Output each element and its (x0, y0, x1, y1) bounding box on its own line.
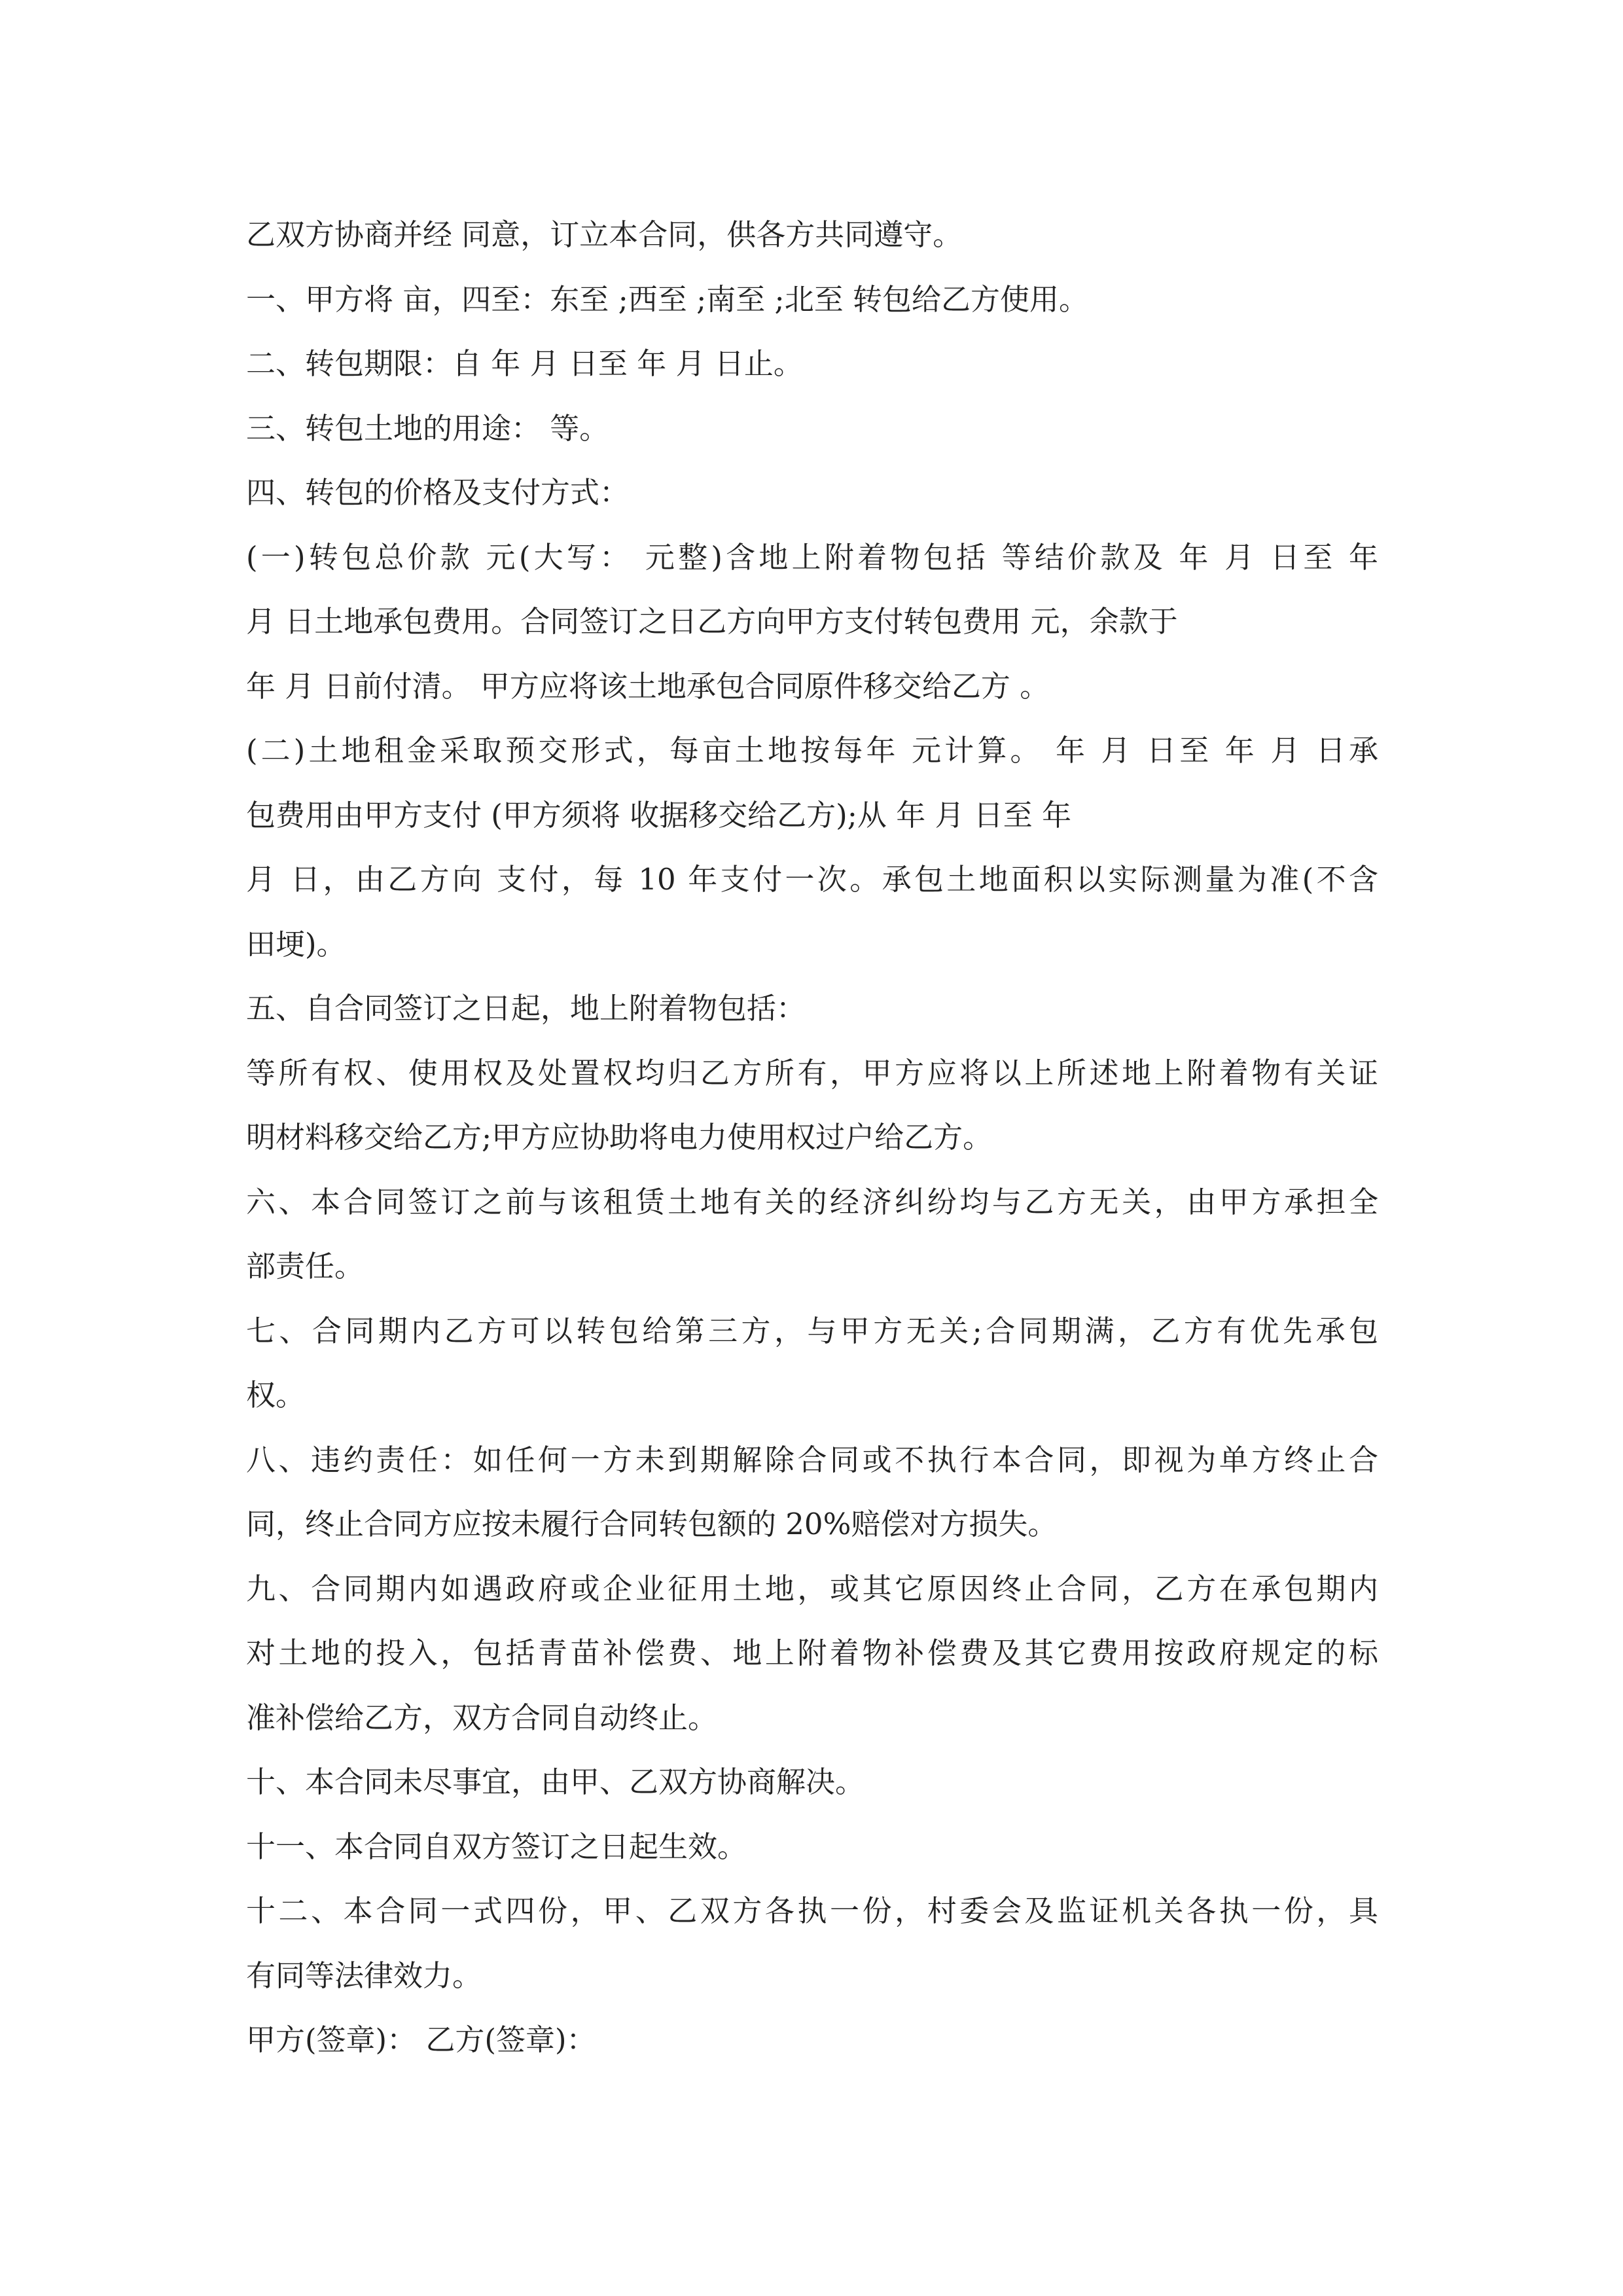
text-line-13: 五、自合同签订之日起，地上附着物包括： (246, 991, 806, 1026)
text-line-12: 田埂)。 (246, 926, 346, 961)
text-line-8: 年 月 日前付清。 甲方应将该土地承包合同原件移交给乙方 。 (246, 668, 1050, 704)
text-line-26: 十一、本合同自双方签订之日起生效。 (246, 1829, 747, 1864)
contract-body (246, 203, 1378, 2073)
text-line-10: 包费用由甲方支付 (甲方须将 收据移交给乙方);从 年 月 日至 年 (246, 797, 1072, 833)
text-line-16: 六、本合同签订之前与该租赁土地有关的经济纠纷均与乙方无关，由甲方承担全 (246, 1184, 1378, 1219)
text-line-28: 有同等法律效力。 (246, 1958, 482, 1993)
text-line-4: 三、转包土地的用途： 等。 (246, 410, 609, 446)
text-line-11: 月 日，由乙方向 支付，每 10 年支付一次。承包土地面积以实际测量为准(不含 (246, 862, 1378, 897)
signature-line: 甲方(签章)： 乙方(签章)： (246, 2022, 596, 2057)
text-line-9: (二)土地租金采取预交形式，每亩土地按每年 元计算。 年 月 日至 年 月 日承 (246, 733, 1378, 768)
text-line-22: 九、合同期内如遇政府或企业征用土地，或其它原因终止合同，乙方在承包期内 (246, 1571, 1378, 1606)
text-line-27: 十二、本合同一式四份，甲、乙双方各执一份，村委会及监证机关各执一份，具 (246, 1893, 1378, 1928)
text-line-3: 二、转包期限：自 年 月 日至 年 月 日止。 (246, 346, 803, 381)
text-line-18: 七、合同期内乙方可以转包给第三方，与甲方无关;合同期满，乙方有优先承包 (246, 1313, 1378, 1348)
text-line-7: 月 日土地承包费用。合同签订之日乙方向甲方支付转包费用 元，余款于 (246, 604, 1178, 639)
text-line-5: 四、转包的价格及支付方式： (246, 475, 630, 510)
text-line-19: 权。 (246, 1378, 306, 1412)
text-line-25: 十、本合同未尽事宜，由甲、乙双方协商解决。 (246, 1765, 865, 1799)
text-line-24: 准补偿给乙方，双方合同自动终止。 (246, 1700, 718, 1735)
text-line-21: 同，终止合同方应按未履行合同转包额的 20%赔偿对方损失。 (246, 1507, 1058, 1541)
text-line-15: 明材料移交给乙方;甲方应协助将电力使用权过户给乙方。 (246, 1120, 993, 1155)
text-line-2: 一、甲方将 亩，四至：东至 ;西至 ;南至 ;北至 转包给乙方使用。 (246, 281, 1089, 317)
text-line-23: 对土地的投入，包括青苗补偿费、地上附着物补偿费及其它费用按政府规定的标 (246, 1636, 1378, 1670)
text-line-6: (一)转包总价款 元(大写： 元整)含地上附着物包括 等结价款及 年 月 日至 年 (246, 539, 1378, 575)
text-line-17: 部责任。 (246, 1249, 365, 1283)
text-line-14: 等所有权、使用权及处置权均归乙方所有，甲方应将以上所述地上附着物有关证 (246, 1055, 1378, 1090)
text-line-1: 乙双方协商并经 同意，订立本合同，供各方共同遵守。 (246, 217, 963, 252)
text-line-20: 八、违约责任：如任何一方未到期解除合同或不执行本合同，即视为单方终止合 (246, 1442, 1378, 1477)
